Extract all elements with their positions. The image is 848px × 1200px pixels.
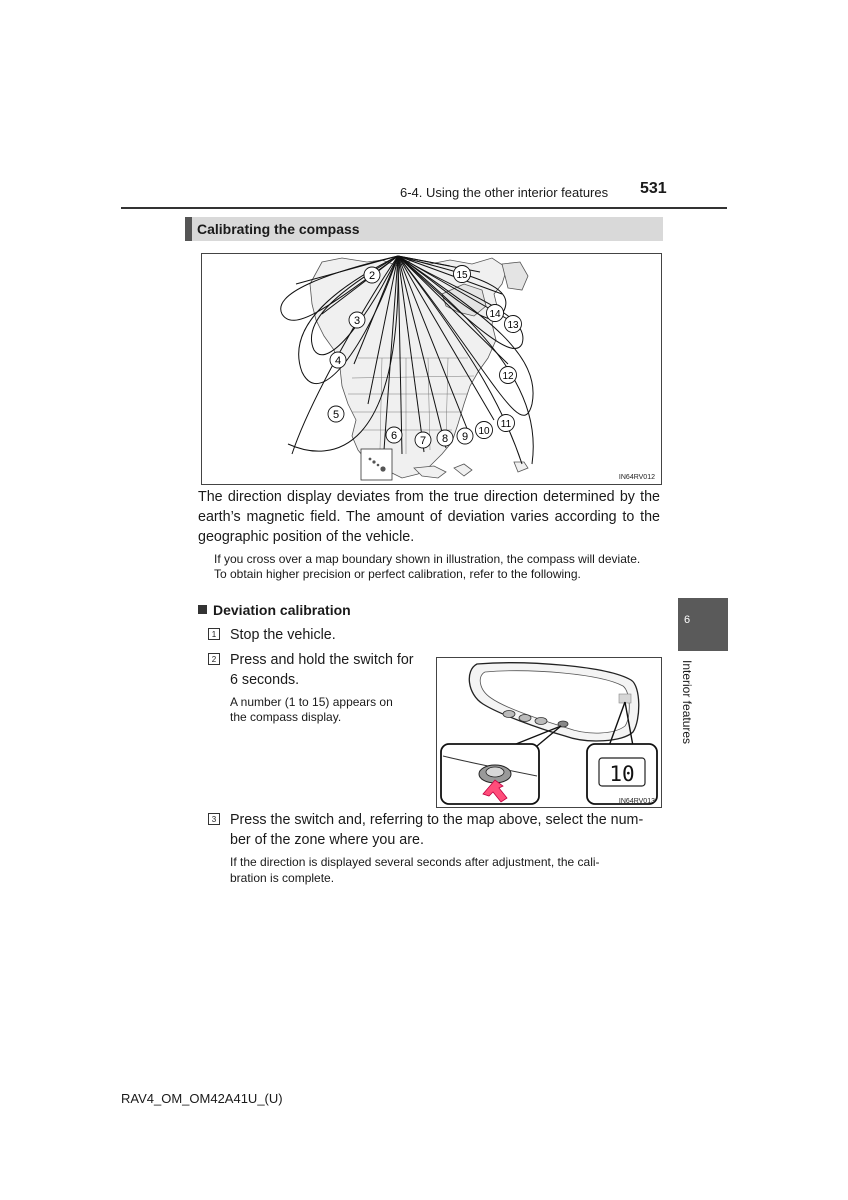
step-3-note-line-2: bration is complete.: [230, 871, 335, 885]
footer-code: RAV4_OM_OM42A41U_(U): [121, 1091, 283, 1106]
compass-display-value: 10: [609, 762, 635, 786]
step-2-note-line-1: A number (1 to 15) appears on: [230, 695, 393, 709]
svg-text:9: 9: [461, 431, 469, 443]
section-title: Calibrating the compass: [197, 221, 360, 237]
svg-text:4: 4: [334, 355, 342, 367]
step-3-note-line-1: If the direction is displayed several seconds after adjustment, the cali-: [230, 855, 600, 869]
map-figure-code: IN64RV012: [618, 474, 655, 481]
chapter-tab-label-text: Interior features: [680, 660, 694, 745]
subheading-label: Deviation calibration: [213, 602, 351, 618]
mirror-switch-figure: [436, 657, 662, 808]
step-1-number: 1: [208, 628, 220, 640]
zone-label-5: [328, 406, 344, 422]
svg-text:13: 13: [507, 320, 519, 331]
step-2-number: 2: [208, 653, 220, 665]
zone-label-13: [505, 316, 522, 333]
heading-bullet: [198, 605, 207, 614]
section-heading-marker: [185, 217, 192, 241]
zone-label-10: [476, 422, 493, 439]
precision-note-line: To obtain higher precision or perfect calibration, refer to the following.: [214, 567, 581, 581]
step-2-note-line-2: the compass display.: [230, 710, 342, 724]
header-rule: [121, 207, 727, 209]
zone-label-12: [500, 367, 517, 384]
svg-text:10: 10: [478, 426, 490, 437]
compass-zone-map-figure: [201, 253, 662, 485]
svg-text:12: 12: [502, 371, 514, 382]
zone-label-15: [454, 266, 471, 283]
intro-paragraph: The direction display deviates from the true direction determined by the earth’s magnetic field. The amount of deviation varies according to the geographic position of the vehicle.: [198, 489, 660, 545]
svg-text:15: 15: [456, 270, 468, 281]
boundary-note: [214, 552, 660, 582]
step-2-text-line-2: 6 seconds.: [230, 672, 300, 688]
svg-text:8: 8: [441, 433, 449, 445]
compass-zone-map: [202, 254, 662, 485]
svg-text:2: 2: [368, 270, 376, 282]
chapter-tab-label: [680, 660, 696, 750]
zone-label-11: [498, 415, 515, 432]
step-1-text: Stop the vehicle.: [230, 627, 336, 643]
section-heading-bar: [185, 217, 663, 241]
zone-label-2: [364, 267, 380, 283]
svg-text:11: 11: [500, 419, 512, 430]
chapter-tab-number: 6: [684, 614, 691, 626]
zone-label-14: [487, 305, 504, 322]
zone-label-3: [349, 312, 365, 328]
boundary-note-line: If you cross over a map boundary shown in illustration, the compass will deviate.: [214, 552, 641, 566]
hawaii-inset: [361, 449, 392, 480]
deviation-calibration-heading: [198, 602, 351, 618]
display-closeup: [587, 744, 657, 804]
svg-text:5: 5: [332, 409, 340, 421]
step-3-text-line-1: Press the switch and, referring to the map above, select the num-: [230, 812, 644, 828]
zone-label-7: [415, 432, 431, 448]
svg-text:3: 3: [353, 315, 361, 327]
step-3-number: 3: [208, 813, 220, 825]
running-header: 6-4. Using the other interior features: [400, 185, 609, 200]
mirror-illustration: [437, 658, 662, 808]
svg-text:7: 7: [419, 435, 427, 447]
step-3-text-line-2: ber of the zone where you are.: [230, 832, 424, 848]
zone-label-8: [437, 430, 453, 446]
zone-label-4: [330, 352, 346, 368]
zone-label-9: [457, 428, 473, 444]
step-2-text-line-1: Press and hold the switch for: [230, 652, 414, 668]
svg-text:14: 14: [489, 309, 501, 320]
zone-label-6: [386, 427, 402, 443]
mirror-figure-code: IN64RV013: [618, 798, 655, 805]
page-number: 531: [640, 180, 667, 197]
svg-text:6: 6: [390, 430, 398, 442]
